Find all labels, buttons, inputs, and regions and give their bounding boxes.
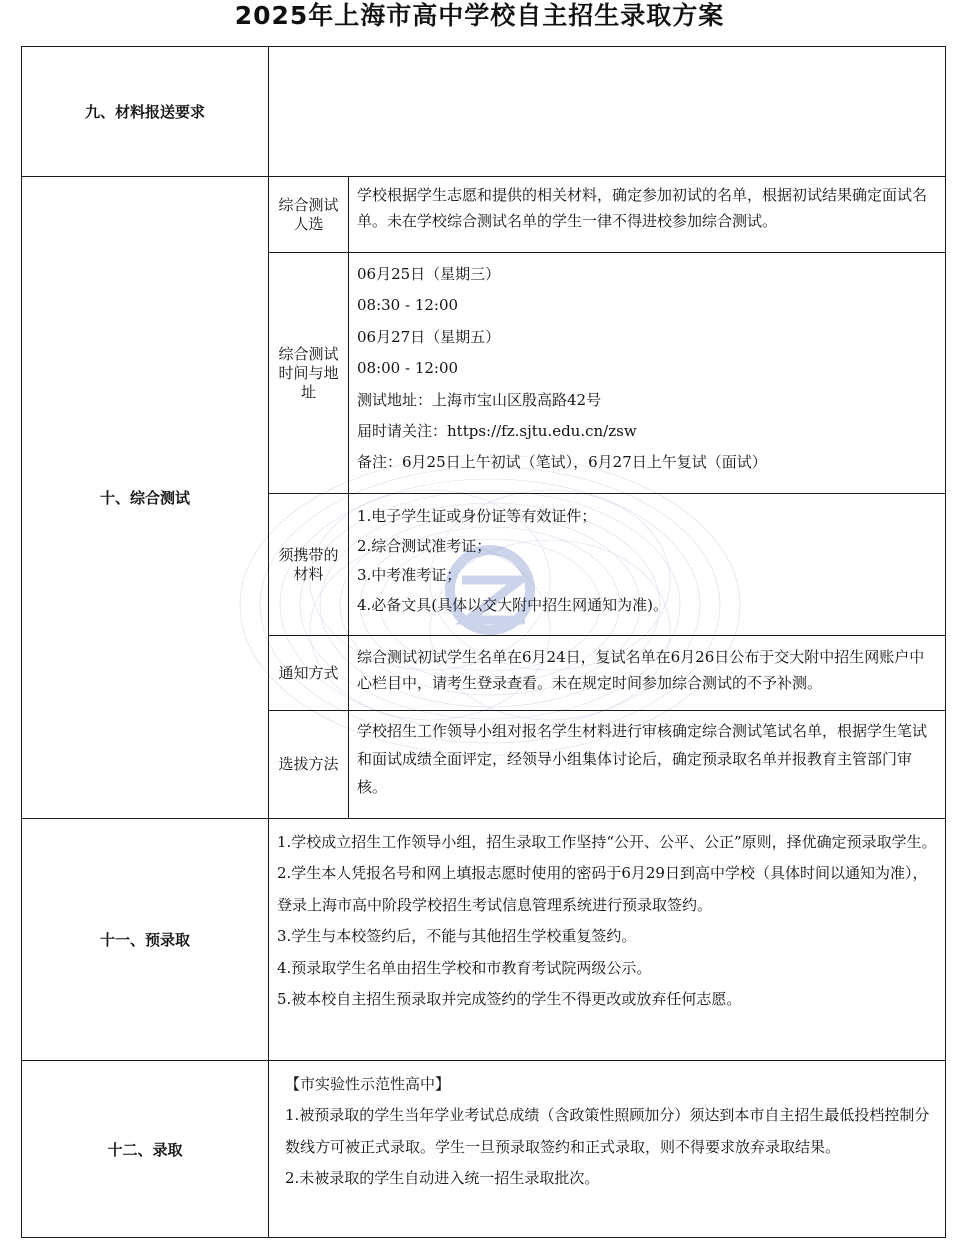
row-selection-label: 选拔方法 [269, 711, 349, 819]
row-materials-label: 须携带的材料 [269, 494, 349, 636]
row-candidates-content: 学校根据学生志愿和提供的相关材料，确定参加初试的名单，根据初试结果确定面试名单。未在学校综合测试名单的学生一律不得进校参加综合测试。 [349, 177, 946, 253]
section-12-label: 十二、录取 [22, 1061, 269, 1238]
list-item: 2.学生本人凭报名号和网上填报志愿时使用的密码于6月29日到高中学校（具体时间以通知为准），登录上海市高中阶段学校招生考试信息管理系统进行预录取签约。 [277, 864, 928, 914]
admission-plan-table [21, 46, 946, 1238]
test-address: 测试地址：上海市宝山区殷高路42号 [357, 390, 602, 409]
section-9-label: 九、材料报送要求 [22, 47, 269, 177]
list-item: 3.中考准考证； [357, 566, 462, 585]
list-item: 2.未被录取的学生自动进入统一招生录取批次。 [285, 1169, 600, 1188]
remark: 备注：6月25日上午初试（笔试），6月27日上午复试（面试） [357, 453, 767, 472]
row-notice-label: 通知方式 [269, 636, 349, 711]
list-item: 4.必备文具(具体以交大附中招生网通知为准)。 [357, 595, 669, 614]
row-time-address-content [349, 253, 946, 494]
list-item: 3.学生与本校签约后，不能与其他招生学校重复签约。 [277, 927, 637, 946]
document-title: 2025年上海市高中学校自主招生录取方案 [234, 1, 725, 30]
list-item: 1.被预录取的学生当年学业考试总成绩（含政策性照顾加分）须达到本市自主招生最低投档控制分数线方可被正式录取。学生一旦预录取签约和正式录取，则不得要求放弃录取结果。 [285, 1106, 930, 1156]
list-item: 1.电子学生证或身份证等有效证件； [357, 507, 597, 525]
time-1: 08:30 - 12:00 [357, 296, 459, 315]
row-materials-content [349, 494, 946, 636]
section-12-content [269, 1061, 946, 1238]
section-9-content [269, 47, 946, 177]
row-time-address-label: 综合测试时间与地址 [269, 253, 349, 494]
section-10-label: 十、综合测试 [22, 177, 269, 819]
section-11-content [269, 819, 946, 1061]
list-item: 1.学校成立招生工作领导小组，招生录取工作坚持“公开、公平、公正”原则，择优确定预录取学生。 [277, 833, 937, 851]
row-candidates-label: 综合测试人选 [269, 177, 349, 253]
section-11-label: 十一、预录取 [22, 819, 269, 1061]
time-2: 08:00 - 12:00 [357, 359, 459, 378]
row-notice-content: 综合测试初试学生名单在6月24日，复试名单在6月26日公布于交大附中招生网账户中心栏目中，请考生登录查看。未在规定时间参加综合测试的不予补测。 [349, 636, 946, 711]
website-link[interactable]: 届时请关注：https://fz.sjtu.edu.cn/zsw [357, 422, 637, 441]
date-1: 06月25日（星期三） [357, 265, 501, 283]
category-heading: 【市实验性示范性高中】 [285, 1075, 451, 1093]
row-selection-content: 学校招生工作领导小组对报名学生材料进行审核确定综合测试笔试名单，根据学生笔试和面试成绩全面评定，经领导小组集体讨论后，确定预录取名单并报教育主管部门审核。 [349, 711, 946, 819]
list-item: 4.预录取学生名单由招生学校和市教育考试院两级公示。 [277, 958, 652, 977]
list-item: 5.被本校自主招生预录取并完成签约的学生不得更改或放弃任何志愿。 [277, 990, 742, 1009]
date-2: 06月27日（星期五） [357, 327, 501, 346]
list-item: 2.综合测试准考证； [357, 536, 492, 555]
